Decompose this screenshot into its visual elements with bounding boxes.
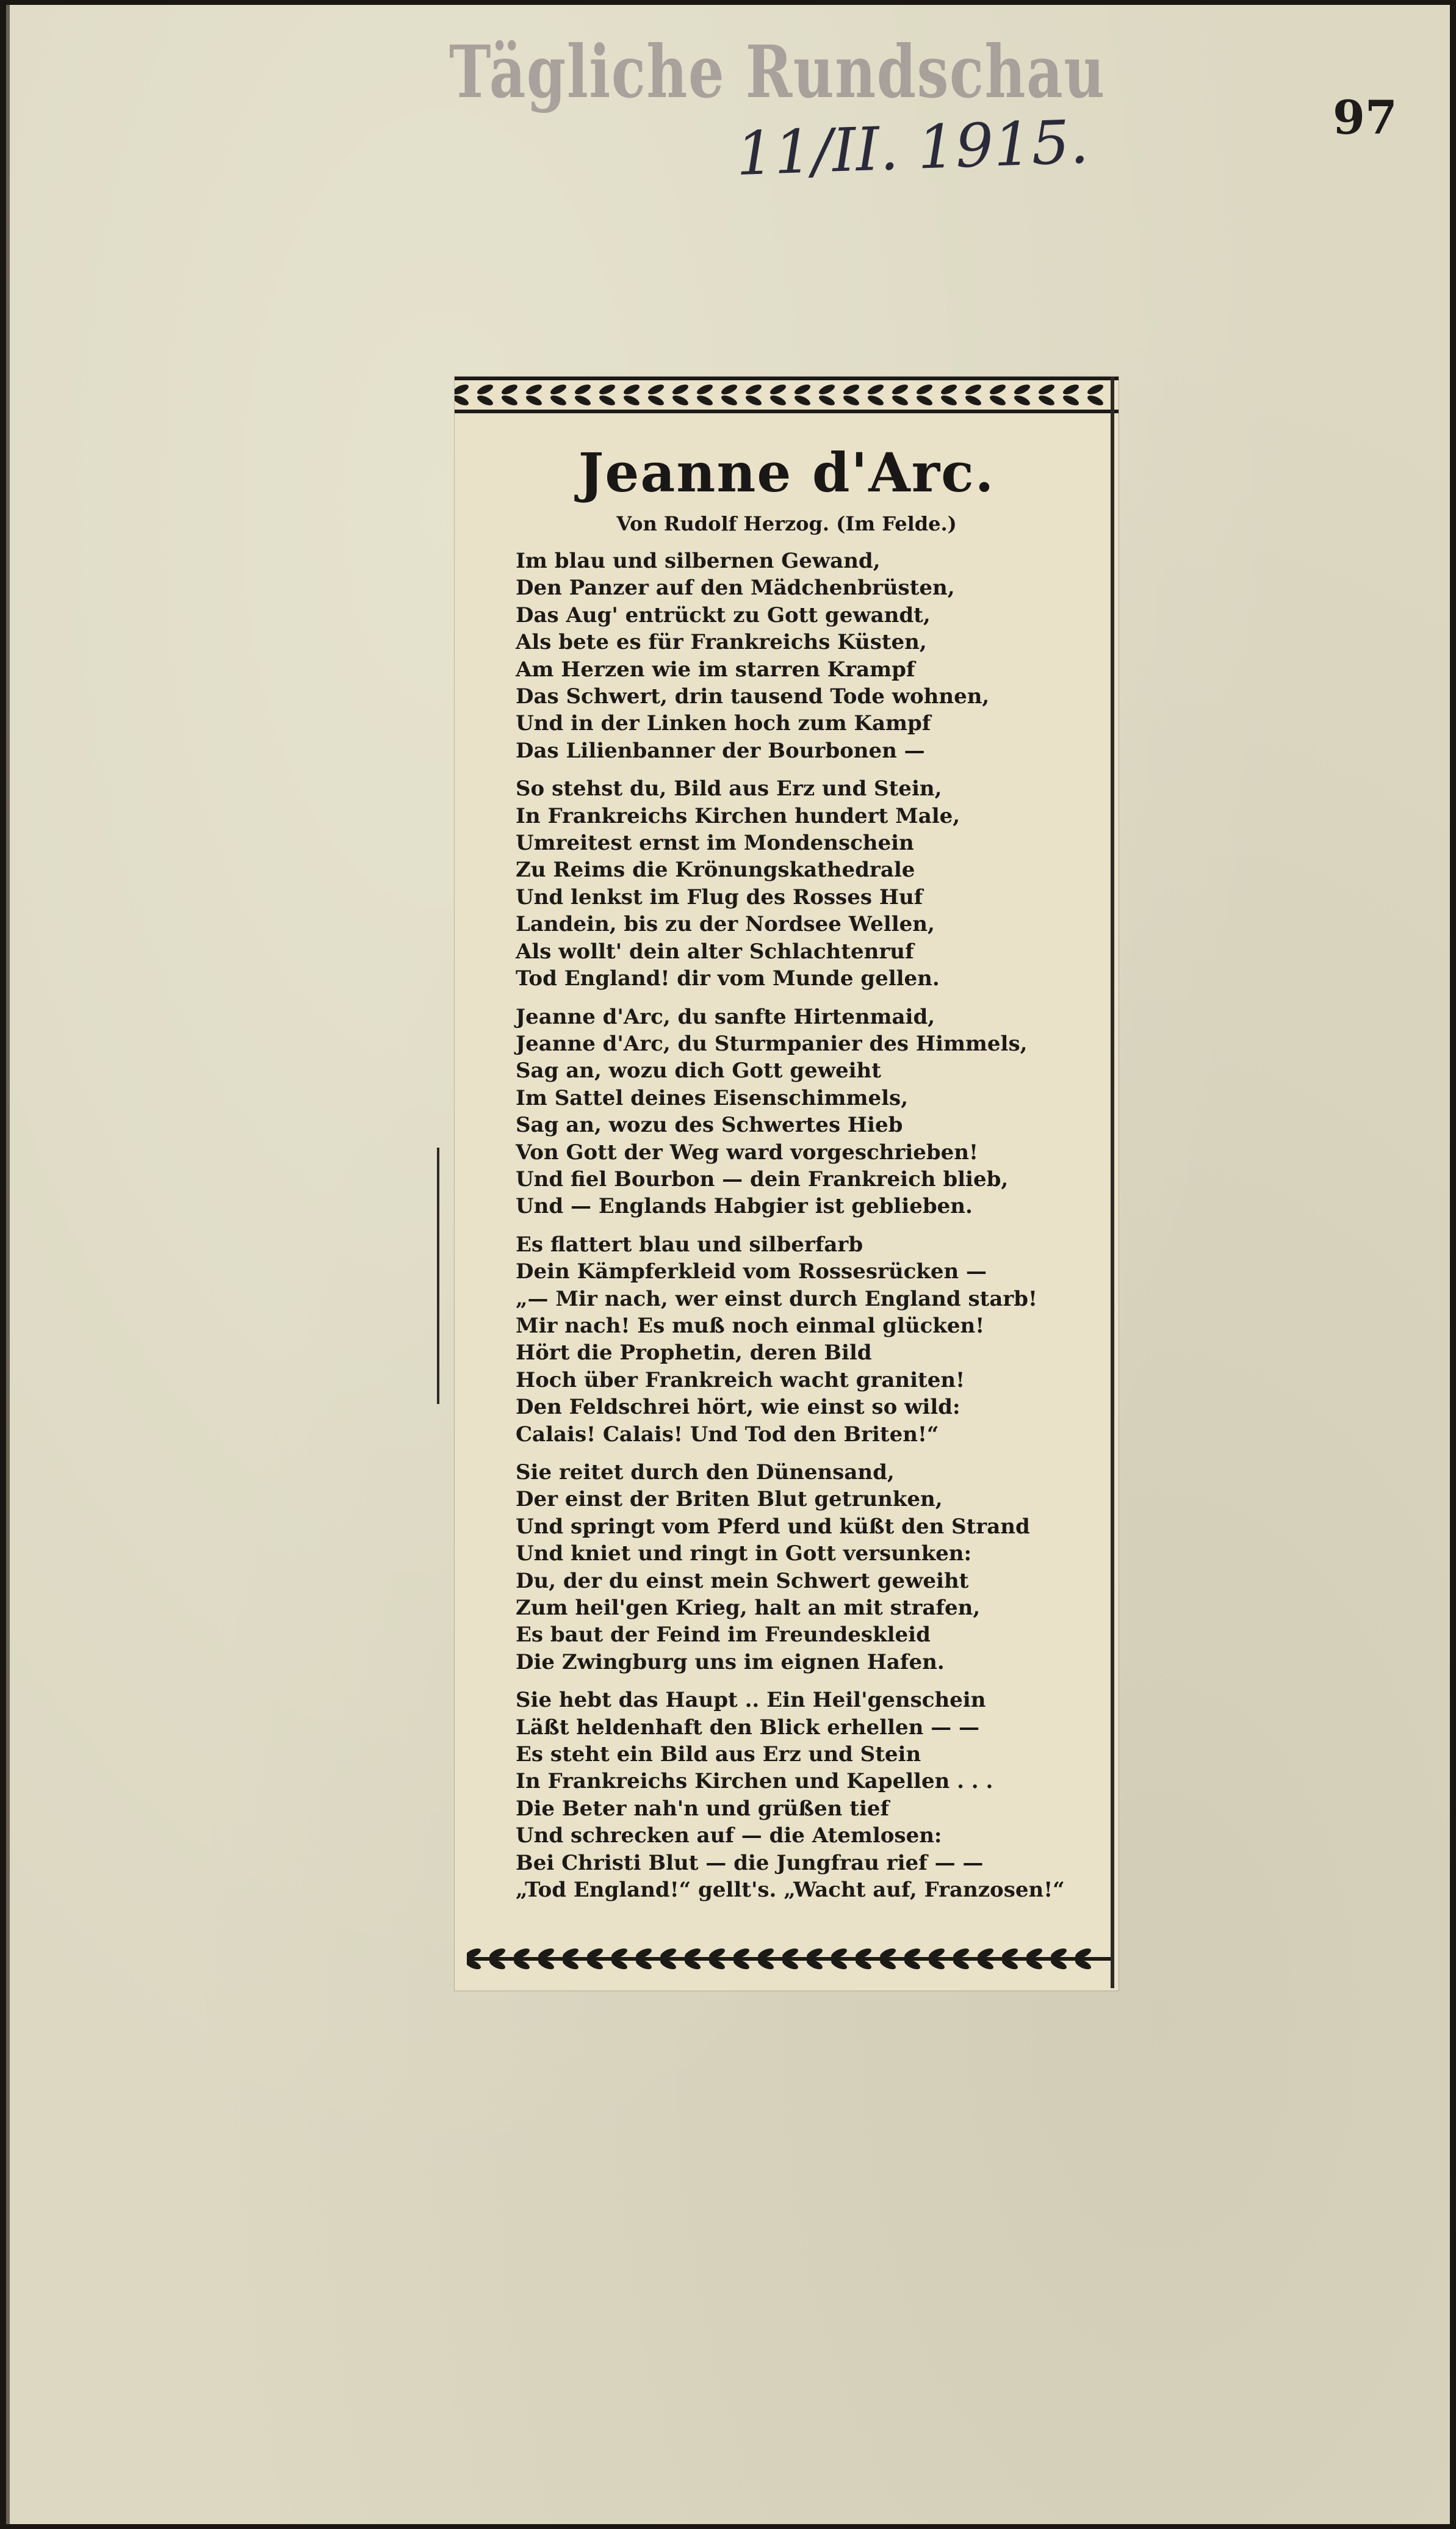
clipping-edge-left [437, 1148, 439, 1404]
poem-line: Die Beter nah'n und grüßen tief [516, 1796, 890, 1821]
poem-line: Und in der Linken hoch zum Kampf [516, 711, 931, 736]
clipping-edge-right [1111, 377, 1114, 1988]
ornament-leaf [696, 383, 714, 397]
newspaper-clipping [455, 377, 1119, 1991]
poem-line: Den Panzer auf den Mädchenbrüsten, [516, 576, 955, 601]
newspaper-name-stamp: Tägliche Rundschau [449, 29, 1106, 114]
poem-line: Dein Kämpferkleid vom Rossesrücken — [516, 1259, 987, 1284]
ornament-leaf [842, 394, 860, 408]
ornament-leaf [964, 383, 982, 397]
poem-byline: Von Rudolf Herzog. (Im Felde.) [616, 512, 957, 535]
poem-line: Jeanne d'Arc, du sanfte Hirtenmaid, [516, 1004, 935, 1029]
poem-line: Am Herzen wie im starren Krampf [516, 657, 915, 682]
ornament-leaf [549, 383, 568, 397]
ornament-leaf [867, 383, 885, 397]
ornament-leaf [622, 383, 641, 397]
ornament-leaf [647, 394, 665, 408]
ornament-leaf [1013, 383, 1031, 397]
ornament-leaf [598, 383, 616, 397]
stanza-2 [516, 775, 1101, 992]
poem-line: In Frankreichs Kirchen hundert Male, [516, 803, 960, 828]
ornament-leaf [769, 383, 787, 397]
poem-line: Hört die Prophetin, deren Bild [516, 1340, 872, 1366]
ornament-leaf [915, 383, 934, 397]
poem-line: „— Mir nach, wer einst durch England starb! [516, 1286, 1037, 1311]
poem-line: Und kniet und ringt in Gott versunken: [516, 1541, 972, 1566]
ornament-leaf [647, 383, 665, 397]
stanza-1 [516, 548, 1101, 764]
ornament-leaf [549, 394, 568, 408]
poem-line: Und schrecken auf — die Atemlosen: [516, 1823, 942, 1848]
ornament-leaf [1062, 394, 1080, 408]
ornament-leaf [622, 394, 641, 408]
poem-line: So stehst du, Bild aus Erz und Stein, [516, 776, 942, 801]
ornament-leaf [1062, 383, 1080, 397]
ornament-leaf [598, 394, 616, 408]
poem-title: Jeanne d'Arc. [578, 441, 995, 504]
ornament-leaf [720, 394, 738, 408]
ornament-leaf [989, 383, 1007, 397]
poem-line: Calais! Calais! Und Tod den Briten!“ [516, 1422, 939, 1447]
ornament-leaf [696, 394, 714, 408]
ornament-leaf [744, 383, 763, 397]
poem-line: Die Zwingburg uns im eignen Hafen. [516, 1649, 945, 1674]
ornament-leaf [671, 383, 690, 397]
ornament-leaf [1013, 394, 1031, 408]
ornament-leaf [500, 383, 519, 397]
ornament-leaf [1086, 394, 1105, 408]
ornament-leaf [1037, 394, 1056, 408]
ornament-leaf [574, 394, 592, 408]
ornament-leaf [525, 394, 543, 408]
poem-line: Das Schwert, drin tausend Tode wohnen, [516, 684, 990, 709]
poem-line: Läßt heldenhaft den Blick erhellen — — [516, 1715, 980, 1740]
poem-line: Sag an, wozu des Schwertes Hieb [516, 1113, 903, 1138]
poem-line: Landein, bis zu der Nordsee Wellen, [516, 912, 935, 937]
poem-line: „Tod England!“ gellt's. „Wacht auf, Franzosen!“ [516, 1878, 1065, 1903]
ornament-leaf [769, 394, 787, 408]
ornament-leaf [744, 394, 763, 408]
poem-line: Und lenkst im Flug des Rosses Huf [516, 885, 923, 910]
stanza-3 [516, 1004, 1101, 1220]
ornament-leaf [476, 383, 494, 397]
poem-line: Es flattert blau und silberfarb [516, 1232, 863, 1257]
ornament-leaf [574, 383, 592, 397]
bottom-ornament-border [467, 1941, 1114, 1977]
ornament-leaf [1037, 383, 1056, 397]
poem-line: Der einst der Briten Blut getrunken, [516, 1487, 943, 1512]
poem-line: Im Sattel deines Eisenschimmels, [516, 1085, 909, 1110]
poem-line: Das Lilienbanner der Bourbonen — [516, 738, 925, 763]
poem-line: Und fiel Bourbon — dein Frankreich blieb, [516, 1167, 1009, 1192]
poem-body [516, 548, 1101, 1915]
handwritten-date: 11/II. 1915. [735, 107, 1090, 190]
ornament-leaf [915, 394, 934, 408]
ornament-leaf [891, 383, 909, 397]
ornament-leaf [720, 383, 738, 397]
poem-line: Im blau und silbernen Gewand, [516, 549, 881, 573]
ornament-leaf [940, 383, 958, 397]
ornament-leaf [476, 394, 494, 408]
poem-line: Sie hebt das Haupt .. Ein Heil'genschein [516, 1688, 986, 1713]
ornament-leaf [818, 394, 836, 408]
poem-line: Es steht ein Bild aus Erz und Stein [516, 1742, 921, 1767]
ornament-leaf [525, 383, 543, 397]
poem-line: Du, der du einst mein Schwert geweiht [516, 1568, 969, 1593]
ornament-leaf [867, 394, 885, 408]
poem-line: Als wollt' dein alter Schlachtenruf [516, 939, 914, 964]
poem-line: Es baut der Feind im Freundeskleid [516, 1623, 931, 1648]
poem-line: Das Aug' entrückt zu Gott gewandt, [516, 602, 931, 628]
poem-line: Von Gott der Weg ward vorgeschrieben! [516, 1140, 978, 1165]
ornament-leaf [793, 383, 812, 397]
stanza-5 [516, 1459, 1101, 1676]
poem-line: Tod England! dir vom Munde gellen. [516, 966, 940, 991]
poem-line: Mir nach! Es muß noch einmal glücken! [516, 1313, 985, 1338]
poem-line: Hoch über Frankreich wacht graniten! [516, 1367, 965, 1392]
poem-line: Umreitest ernst im Mondenschein [516, 831, 914, 856]
ornament-leaf [891, 394, 909, 408]
ornament-leaf [818, 383, 836, 397]
stanza-4 [516, 1231, 1101, 1448]
poem-line: Zu Reims die Krönungskathedrale [516, 858, 915, 883]
ornament-leaf [964, 394, 982, 408]
ornament-leaf [989, 394, 1007, 408]
poem-line: Den Feldschrei hört, wie einst so wild: [516, 1395, 960, 1420]
poem-line: Bei Christi Blut — die Jungfrau rief — — [516, 1850, 984, 1875]
poem-line: Sag an, wozu dich Gott geweiht [516, 1058, 881, 1084]
poem-line: Jeanne d'Arc, du Sturmpanier des Himmels, [516, 1031, 1028, 1056]
page-number: 97 [1333, 90, 1397, 145]
top-ornament-border [455, 377, 1119, 413]
poem-line: Als bete es für Frankreichs Küsten, [516, 630, 927, 655]
ornament-leaf [671, 394, 690, 408]
poem-line: Sie reitet durch den Dünensand, [516, 1460, 895, 1485]
poem-line: Und springt vom Pferd und küßt den Strand [516, 1514, 1030, 1539]
ornament-leaf [500, 394, 519, 408]
ornament-leaf [940, 394, 958, 408]
poem-line: In Frankreichs Kirchen und Kapellen . . . [516, 1769, 993, 1794]
poem-line: Und — Englands Habgier ist geblieben. [516, 1194, 973, 1219]
ornament-leaf [455, 394, 470, 408]
ornament-leaf [1086, 383, 1105, 397]
poem-line: Zum heil'gen Krieg, halt an mit strafen, [516, 1596, 981, 1621]
ornament-leaf [793, 394, 812, 408]
ornament-leaf [455, 383, 470, 397]
ornament-leaf [842, 383, 860, 397]
stanza-6 [516, 1687, 1101, 1903]
